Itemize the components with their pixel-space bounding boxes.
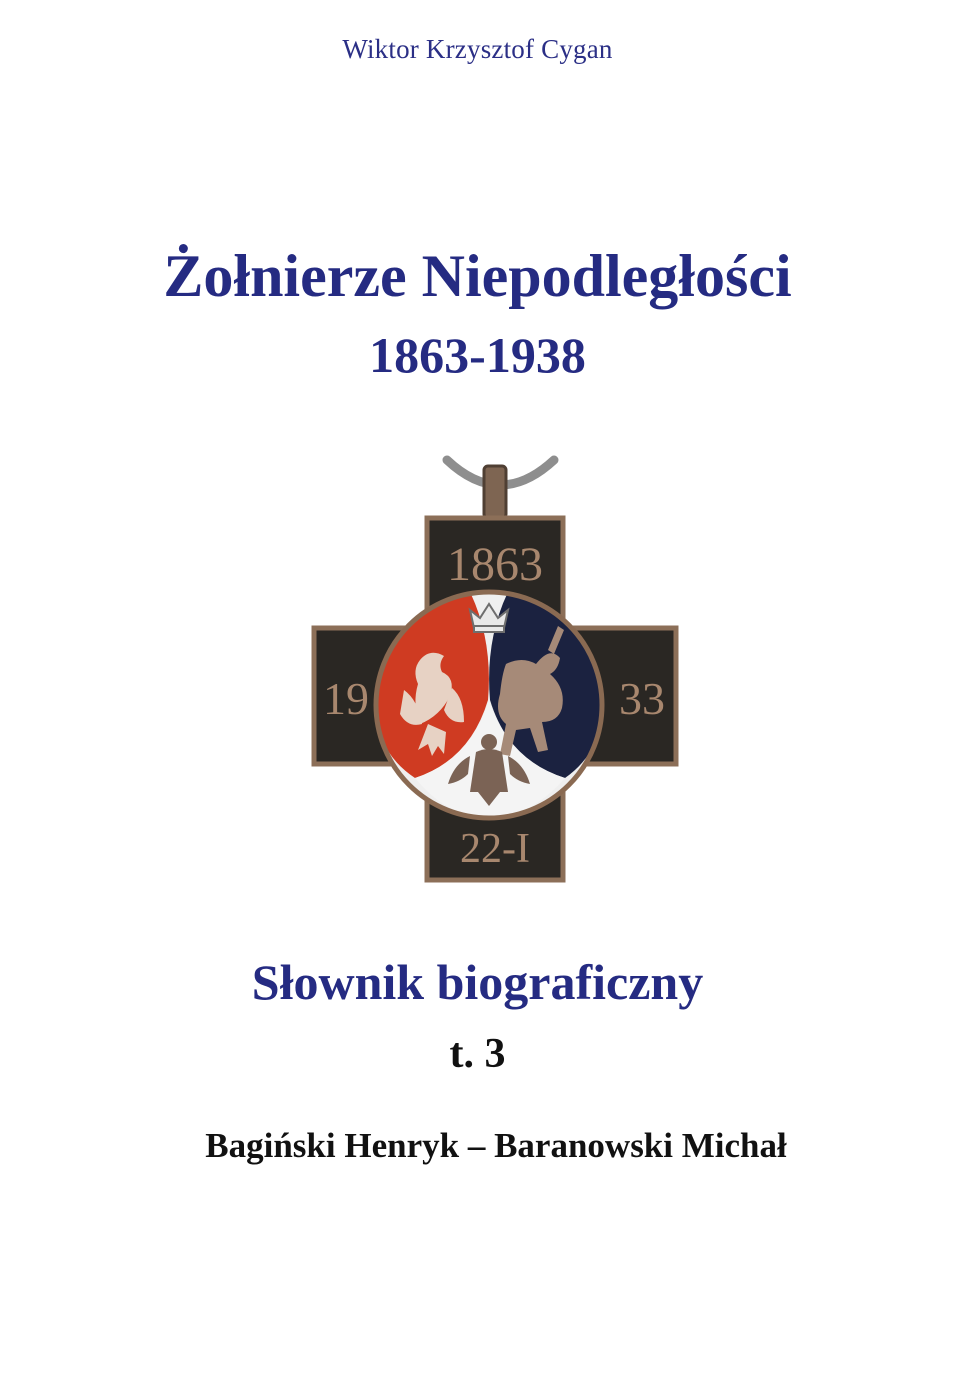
medal-year-left: 19	[323, 673, 369, 724]
medal-year-top: 1863	[447, 538, 543, 591]
medal-date-bottom: 22-I	[460, 826, 530, 872]
book-title: Żołnierze Niepodległości	[163, 243, 792, 309]
book-years: 1863-1938	[369, 327, 586, 383]
book-subtitle: Słownik biograficzny	[251, 954, 704, 1010]
medal-year-right: 33	[619, 673, 665, 724]
author-name: Wiktor Krzysztof Cygan	[342, 34, 613, 64]
medal-loop-icon	[484, 466, 506, 518]
entries-range: Bagiński Henryk – Baranowski Michał	[205, 1126, 787, 1165]
cross-medal-icon	[300, 450, 690, 890]
volume-number: t. 3	[449, 1031, 506, 1077]
